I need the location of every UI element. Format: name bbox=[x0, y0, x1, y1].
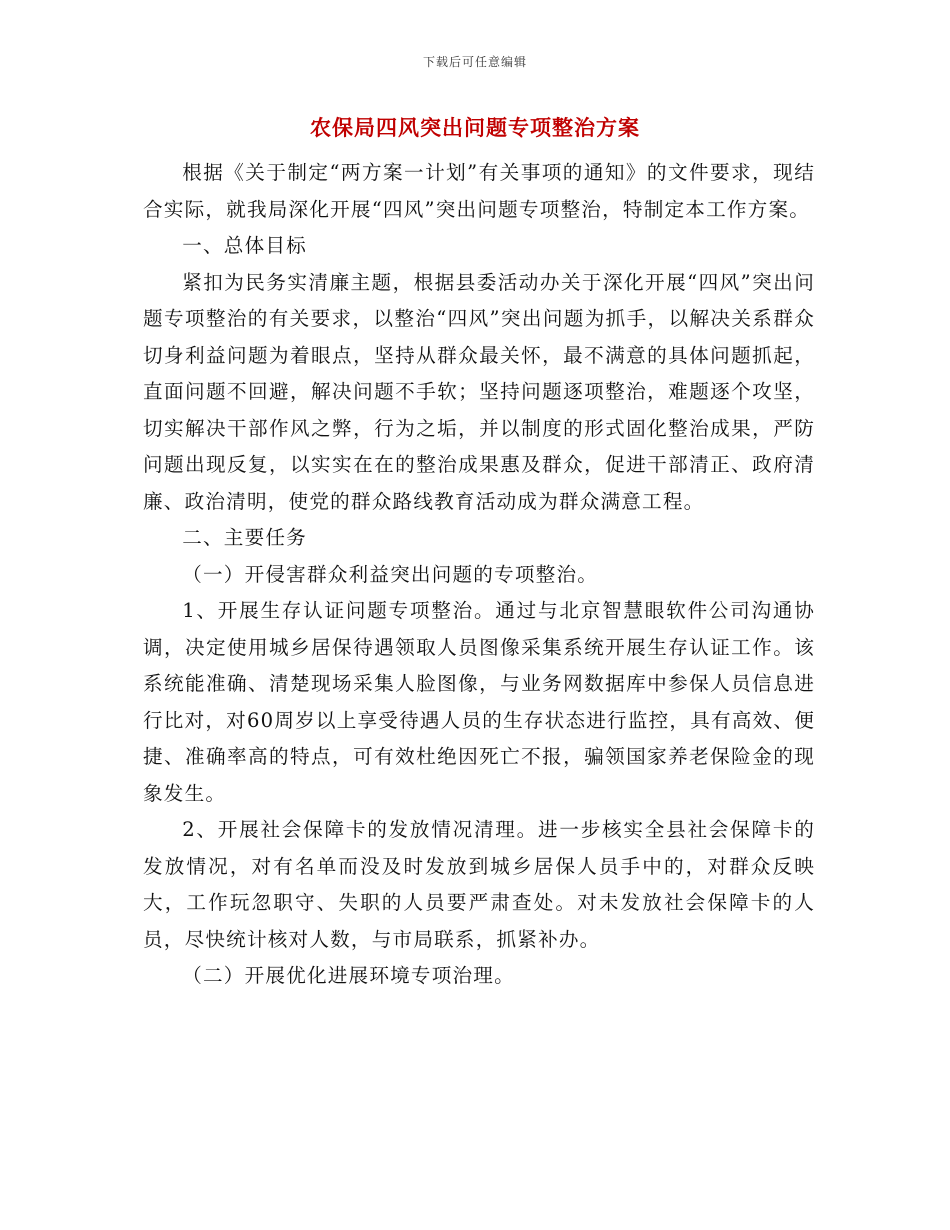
subsection-heading-2: （二）开展优化进展环境专项治理。 bbox=[182, 964, 515, 987]
section-heading-main-tasks: 二、主要任务 bbox=[182, 526, 307, 549]
header-note: 下载后可任意编辑 bbox=[422, 55, 527, 69]
overall-goal-paragraph: 紧扣为民务实清廉主题，根据县委活动办关于深化开展“四风”突出问题专项整治的有关要求，以整治“四风”突出问题为抓手，以解决关系群众切身利益问题为着眼点，坚持从群众最关怀，最不满意的具体问题抓起，直面问题不回避，解决问题不手软；坚持问题逐项整治，难题逐个攻坚，切实解决干部作风之弊，行为之垢，并以制度的形式固化整治成果，严防问题出现反复，以实实在在的整治成果惠及群众，促进干部清正、政府清廉、政治清明，使党的群众路线教育活动成为群众满意工程。 bbox=[143, 270, 815, 513]
document-title: 农保局四风突出问题专项整治方案 bbox=[310, 115, 640, 140]
document-body bbox=[143, 155, 815, 995]
intro-paragraph: 根据《关于制定“两方案一计划”有关事项的通知》的文件要求，现结合实际，就我局深化开展“四风”突出问题专项整治，特制定本工作方案。 bbox=[143, 161, 815, 221]
task-paragraph-2: 2、开展社会保障卡的发放情况清理。进一步核实全县社会保障卡的发放情况，对有名单而没及时发放到城乡居保人员手中的，对群众反映大，工作玩忽职守、失职的人员要严肃查处。对未发放社会保障卡的人员，尽快统计核对人数，与市局联系，抓紧补办。 bbox=[143, 818, 815, 951]
task-paragraph-1: 1、开展生存认证问题专项整治。通过与北京智慧眼软件公司沟通协调，决定使用城乡居保待遇领取人员图像采集系统开展生存认证工作。该系统能准确、清楚现场采集人脸图像，与业务网数据库中参保人员信息进行比对，对60周岁以上享受待遇人员的生存状态进行监控，具有高效、便捷、准确率高的特点，可有效杜绝因死亡不报，骗领国家养老保险金的现象发生。 bbox=[143, 599, 815, 805]
subsection-heading-1: （一）开侵害群众利益突出问题的专项整治。 bbox=[182, 562, 599, 586]
section-heading-overall-goal: 一、总体目标 bbox=[182, 234, 307, 257]
